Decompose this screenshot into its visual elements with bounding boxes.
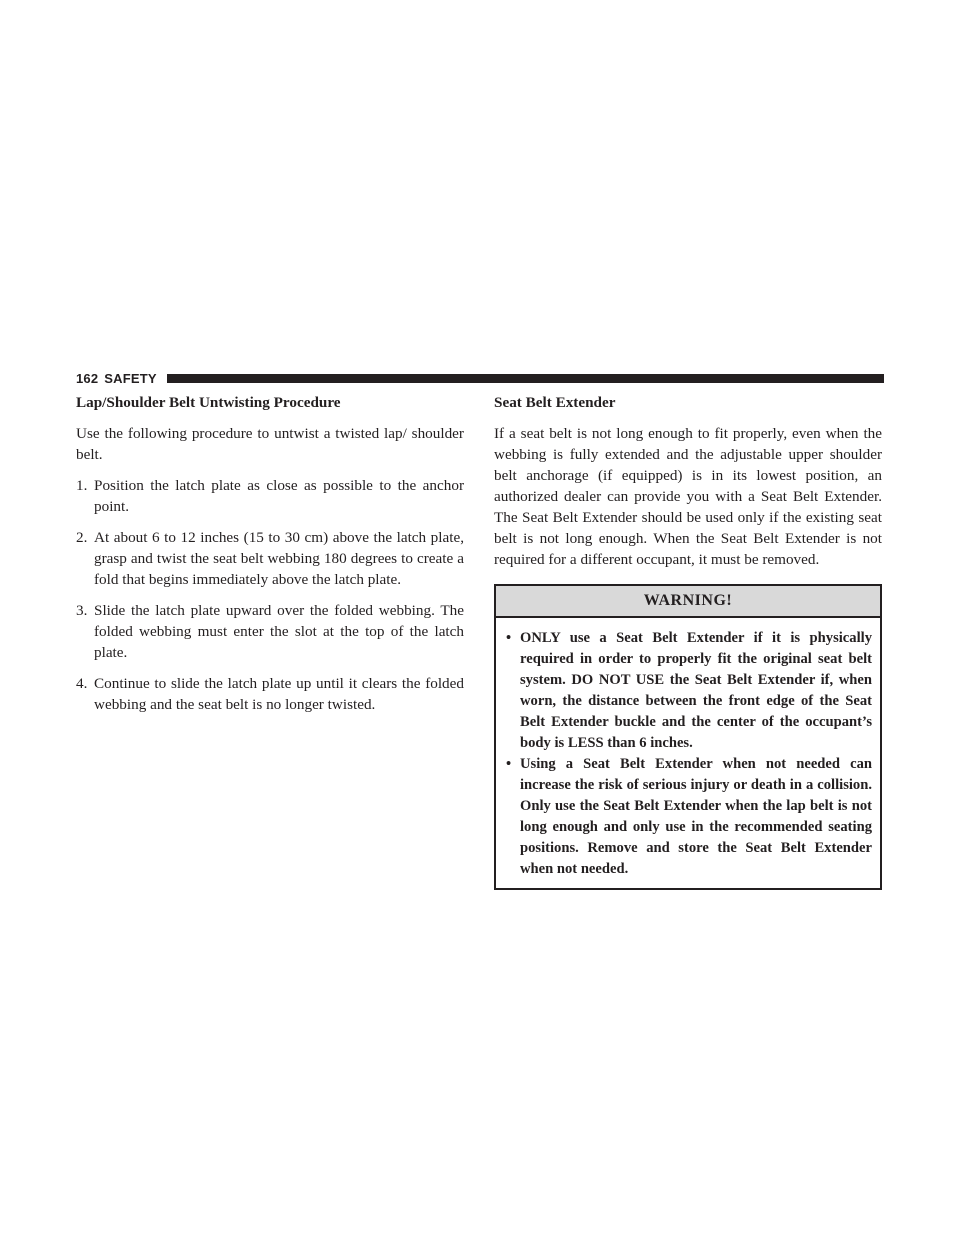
extender-paragraph: If a seat belt is not long enough to fit properly, even when the webbing is fully extended and the adjustable upper shoulder belt anchorage (if equipped) is in its lowest position, an authorized dealer can provide you with a Seat Belt Extender. The Seat Belt Extender should be used only if the existing seat belt is not long enough. When the Seat Belt Extender is not required for a different occupant, it must be removed. xyxy=(494,425,882,568)
left-column xyxy=(76,392,464,725)
warning-text: ONLY use a Seat Belt Extender if it is physically required in order to properly fit the original seat belt system. DO NOT USE the Seat Belt Extender if, when worn, the distance between the front edge of the Seat Belt Extender buckle and the center of the occupant’s body is LESS than 6 inches. xyxy=(520,630,872,751)
step-text: Slide the latch plate upward over the folded webbing. The folded webbing must enter the slot at the top of the latch plate. xyxy=(94,602,464,661)
step-text: Continue to slide the latch plate up until it clears the folded webbing and the seat belt is no longer twisted. xyxy=(94,675,464,713)
untwisting-intro: Use the following procedure to untwist a twisted lap/ shoulder belt. xyxy=(76,425,464,463)
warning-item xyxy=(506,754,872,880)
step-number: 4. xyxy=(76,675,88,692)
warning-body xyxy=(496,618,880,888)
header-rule xyxy=(167,374,884,383)
bullet-icon: • xyxy=(506,630,512,646)
untwisting-steps xyxy=(76,475,464,715)
page-header xyxy=(76,370,884,386)
list-item xyxy=(76,600,464,663)
warning-text: Using a Seat Belt Extender when not needed can increase the risk of serious injury or death in a collision. Only use the Seat Belt Extender when the lap belt is not long enough and only use in the recommended seating positions. Remove and store the Seat Belt Extender when not needed. xyxy=(520,756,872,877)
list-item xyxy=(76,673,464,715)
extender-heading: Seat Belt Extender xyxy=(494,394,616,411)
page-number: 162 xyxy=(76,370,99,386)
warning-item xyxy=(506,628,872,754)
step-number: 2. xyxy=(76,529,88,546)
section-title: SAFETY xyxy=(104,370,157,386)
right-column xyxy=(494,392,882,890)
step-text: At about 6 to 12 inches (15 to 30 cm) above the latch plate, grasp and twist the seat belt webbing 180 degrees to create a fold that begins immediately above the latch plate. xyxy=(94,529,464,588)
untwisting-heading: Lap/Shoulder Belt Untwisting Procedure xyxy=(76,394,341,411)
list-item xyxy=(76,475,464,517)
list-item xyxy=(76,527,464,590)
warning-box xyxy=(494,584,882,890)
step-number: 1. xyxy=(76,477,88,494)
bullet-icon: • xyxy=(506,756,512,772)
warning-title: WARNING! xyxy=(496,586,880,618)
step-number: 3. xyxy=(76,602,88,619)
step-text: Position the latch plate as close as possible to the anchor point. xyxy=(94,477,464,515)
